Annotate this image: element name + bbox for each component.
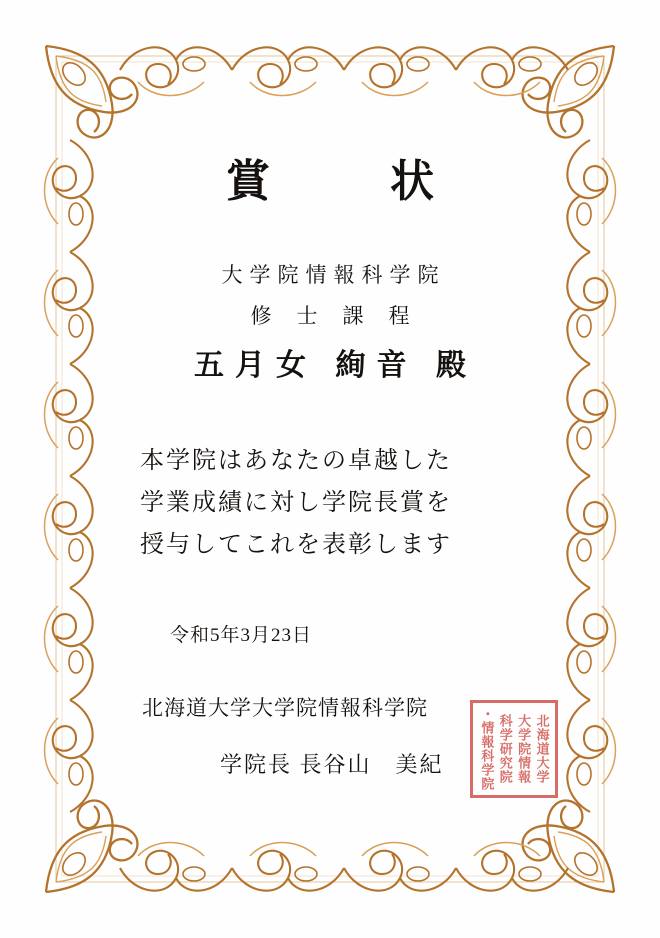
citation-line-3: 授与してこれを表彰します (140, 532, 452, 558)
citation-line-2: 学業成績に対し学院長賞を (140, 490, 452, 516)
issuing-institution: 北海道大学大学院情報科学院 (142, 696, 428, 720)
recipient-course: 修士課程 (250, 304, 435, 328)
seal-column-1: 北海道大学 (534, 714, 550, 784)
seal-column-4: ・情報科学院 (479, 707, 495, 791)
recipient-program: 大学院情報科学院 (221, 263, 446, 287)
official-seal-stamp (470, 700, 558, 798)
signer-name: 学院長 長谷山 美紀 (220, 752, 444, 777)
certificate-content (100, 60, 560, 880)
issue-date: 令和5年3月23日 (170, 625, 313, 646)
seal-column-2: 大学院情報 (516, 714, 532, 784)
citation-text (140, 440, 540, 566)
seal-column-3: 科学研究院 (497, 714, 513, 784)
citation-line-1: 本学院はあなたの卓越した (140, 448, 452, 474)
recipient-block (100, 255, 560, 395)
recipient-name: 五月女 絢音 殿 (194, 349, 477, 382)
certificate-title: 賞 状 (226, 157, 472, 206)
